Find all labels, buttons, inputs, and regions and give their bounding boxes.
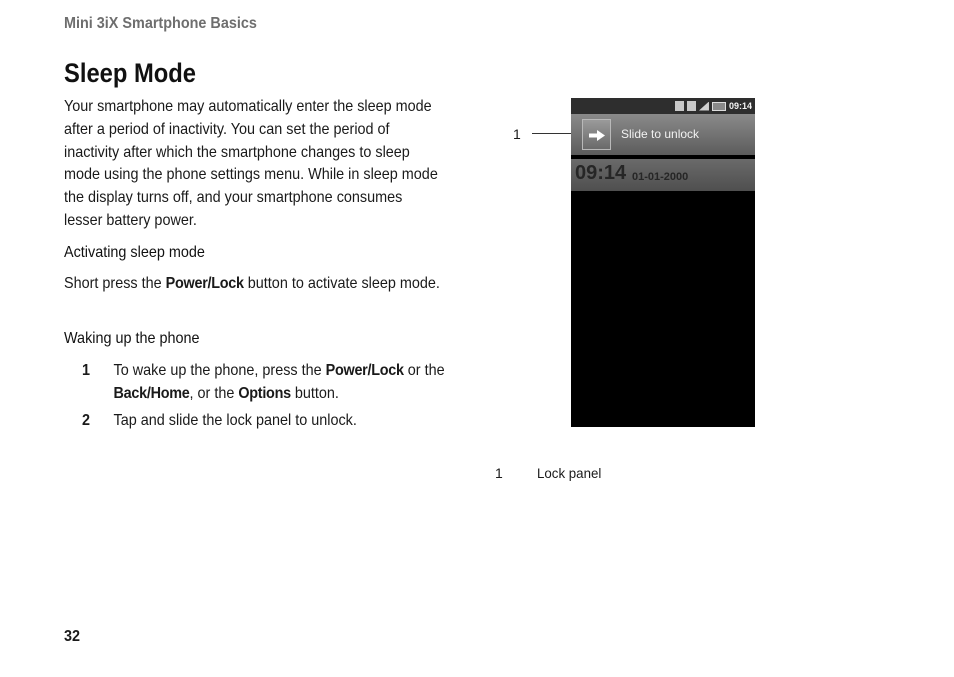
step-number: 1 [82,362,91,379]
arrow-right-icon [589,130,605,141]
waking-heading: Waking up the phone [64,330,200,347]
status-time: 09:14 [728,101,752,111]
legend-label: Lock panel [537,465,602,481]
options-button-name: Options [238,384,291,402]
legend-number: 1 [495,465,503,481]
activating-paragraph [64,273,442,296]
status-bar [571,98,755,114]
notification-icon [675,101,684,111]
callout-number: 1 [513,126,521,142]
activating-text-before: Short press the [64,275,166,292]
step-1-text-b: or the [403,362,445,379]
step-1-text-d: button. [290,384,339,402]
page-number: 32 [64,628,81,645]
step-1-text-a: To wake up the phone, press the [113,362,326,379]
step-number: 2 [82,412,91,429]
battery-icon [712,102,726,111]
running-head: Mini 3iX Smartphone Basics [64,15,257,32]
intro-paragraph: Your smartphone may automatically enter the sleep mode after a period of inactivity. You can set the period of inactivity after which the smartphone changes to sleep mode using the phone settings menu. While in sleep mode the display turns off, and your smartphone consumes lesser battery power. [64,98,438,229]
phone-screenshot [571,98,755,427]
power-lock-button-name: Power/Lock [325,362,404,379]
sim-icon [687,101,696,111]
step-text: Tap and slide the lock panel to unlock. [113,412,357,429]
page-title: Sleep Mode [64,58,197,88]
power-lock-button-name: Power/Lock [165,275,244,292]
lock-panel[interactable] [571,114,755,155]
step-text [114,360,447,406]
slide-handle[interactable] [582,119,611,150]
back-home-button-name: Back/Home [113,384,190,402]
clock-bar [571,159,755,191]
step-1-text-c: , or the [189,384,239,402]
activating-text-after: button to activate sleep mode. [243,275,440,292]
activating-heading: Activating sleep mode [64,244,205,261]
signal-icon [699,102,709,111]
clock-date: 01-01-2000 [632,171,689,183]
clock-time: 09:14 [575,162,627,184]
slide-to-unlock-label: Slide to unlock [621,127,700,141]
